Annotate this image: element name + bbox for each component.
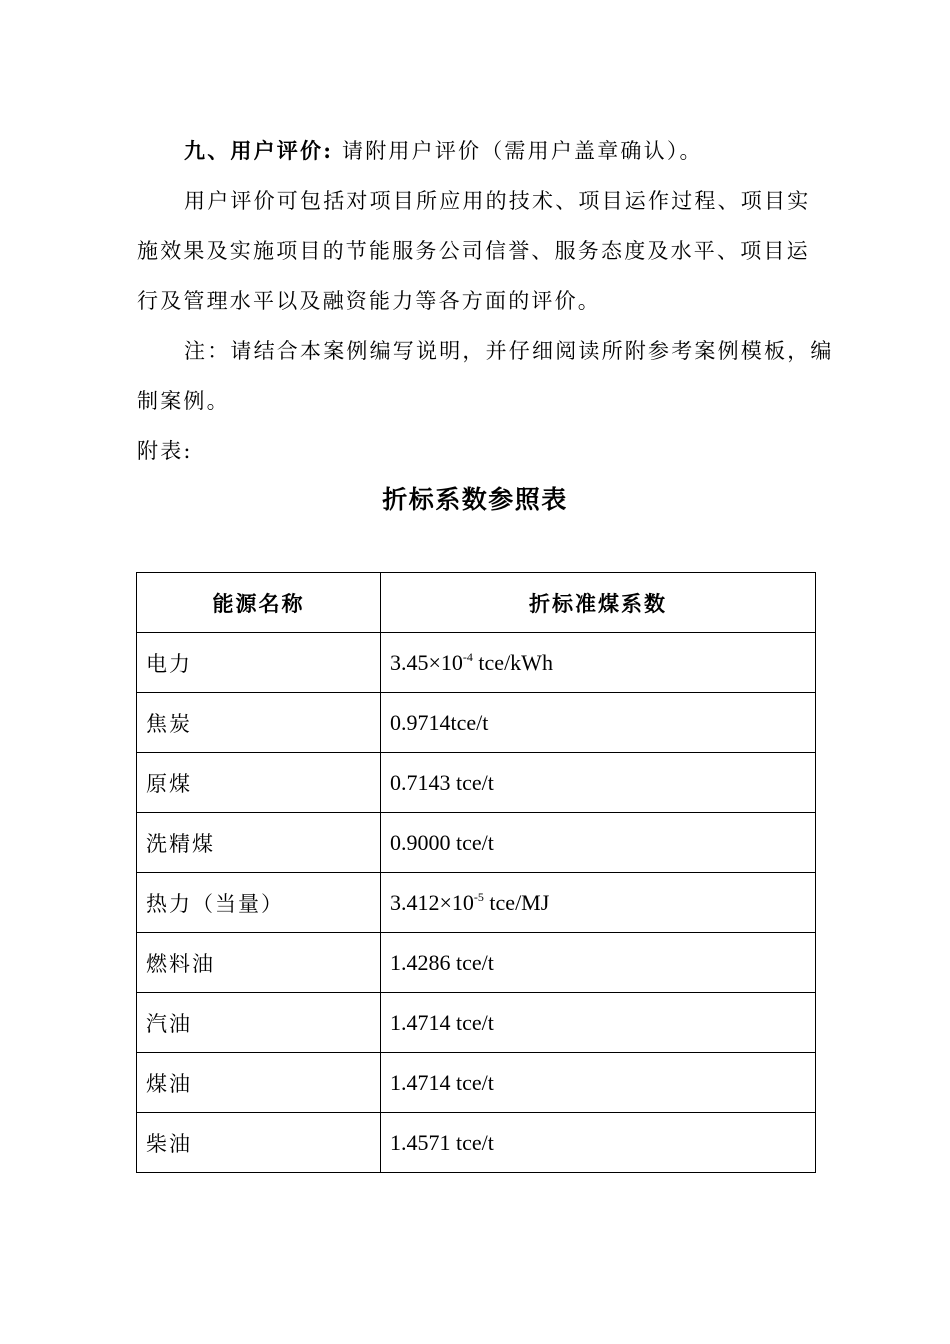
table-row <box>137 753 816 813</box>
table-row <box>137 1053 816 1113</box>
attachment-label: 附表: <box>137 439 193 463</box>
energy-name-cell: 热力（当量） <box>137 873 381 933</box>
energy-name-cell: 电力 <box>137 633 381 693</box>
table-row <box>137 693 816 753</box>
coefficient-exponent: -5 <box>473 889 484 904</box>
header-energy-name: 能源名称 <box>137 573 381 633</box>
coefficient-mantissa: 3.45×10 <box>390 649 463 675</box>
table-row <box>137 633 816 693</box>
table-title: 折标系数参照表 <box>382 485 568 514</box>
conversion-factor-table <box>136 572 816 1173</box>
coefficient-cell <box>381 633 816 693</box>
energy-name-cell: 柴油 <box>137 1113 381 1173</box>
coefficient-cell: 0.7143 tce/t <box>381 753 816 813</box>
table-row <box>137 993 816 1053</box>
energy-name-cell: 原煤 <box>137 753 381 813</box>
section-heading: 九、用户评价: <box>184 138 334 163</box>
coefficient-unit: tce/MJ <box>483 889 550 915</box>
coefficient-cell: 1.4714 tce/t <box>381 993 816 1053</box>
table-row <box>137 813 816 873</box>
table-row <box>137 873 816 933</box>
coefficient-cell: 1.4571 tce/t <box>381 1113 816 1173</box>
coefficient-cell: 0.9714tce/t <box>381 693 816 753</box>
paragraph-note: 注：请结合本案例编写说明，并仔细阅读所附参考案例模板，编制案例。 <box>137 339 834 413</box>
paragraph-user-evaluation-scope: 用户评价可包括对项目所应用的技术、项目运作过程、项目实施效果及实施项目的节能服务公司信誉、服务态度及水平、项目运行及管理水平以及融资能力等各方面的评价。 <box>137 189 811 313</box>
header-coal-coefficient: 折标准煤系数 <box>381 573 816 633</box>
coefficient-exponent: -4 <box>462 649 473 664</box>
coefficient-cell: 1.4286 tce/t <box>381 933 816 993</box>
energy-name-cell: 洗精煤 <box>137 813 381 873</box>
coefficient-unit: tce/kWh <box>472 649 553 675</box>
section-instruction: 请附用户评价（需用户盖章确认）。 <box>333 139 703 163</box>
table-header-row <box>137 573 816 633</box>
coefficient-mantissa: 3.412×10 <box>390 889 474 915</box>
coefficient-cell <box>381 873 816 933</box>
table-row <box>137 933 816 993</box>
energy-name-cell: 燃料油 <box>137 933 381 993</box>
section-user-evaluation <box>137 126 817 176</box>
coefficient-cell: 0.9000 tce/t <box>381 813 816 873</box>
coefficient-cell: 1.4714 tce/t <box>381 1053 816 1113</box>
energy-name-cell: 汽油 <box>137 993 381 1053</box>
table-row <box>137 1113 816 1173</box>
energy-name-cell: 煤油 <box>137 1053 381 1113</box>
energy-name-cell: 焦炭 <box>137 693 381 753</box>
